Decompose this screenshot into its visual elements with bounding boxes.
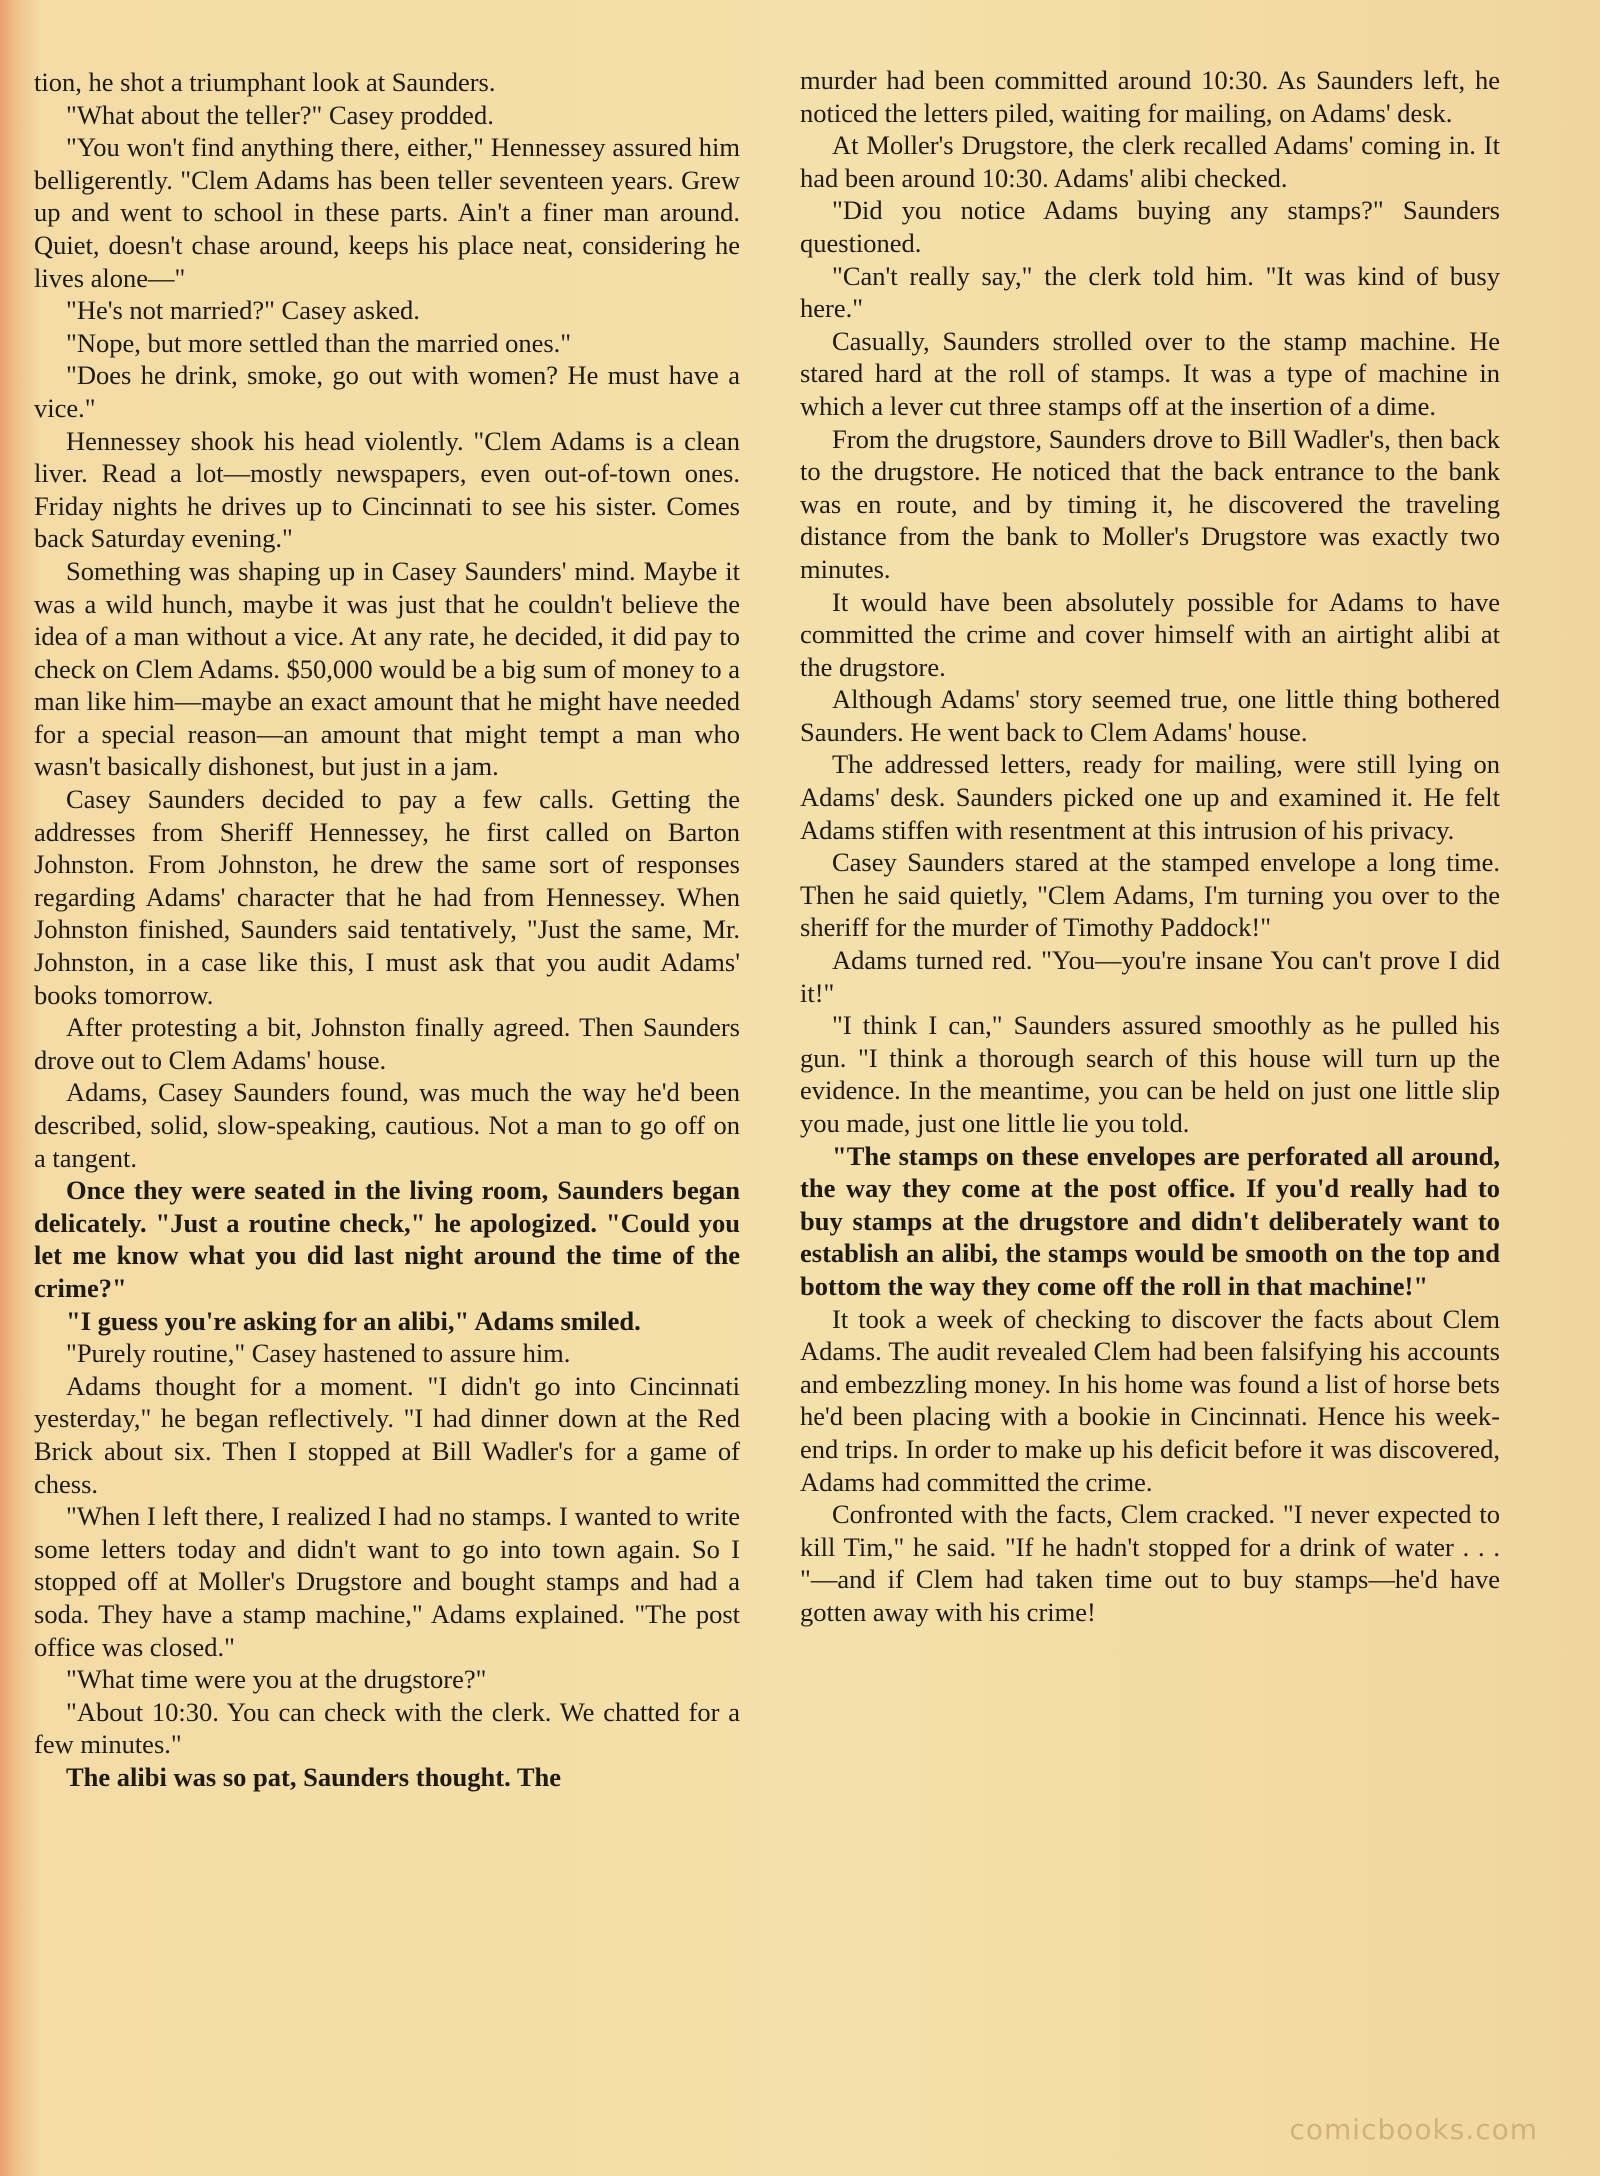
paragraph: Although Adams' story seemed true, one little thing bothered Saunders. He went back to Clem Adams' house. bbox=[800, 684, 1500, 747]
paragraph: "About 10:30. You can check with the clerk. We chatted for a few minutes." bbox=[34, 1696, 740, 1760]
paragraph: Adams, Casey Saunders found, was much the way he'd been described, solid, slow-speaking, cautious. Not a man to go off on a tangent. bbox=[34, 1077, 740, 1173]
paragraph: "He's not married?" Casey asked. bbox=[66, 295, 420, 326]
paragraph: "Nope, but more settled than the married ones." bbox=[66, 327, 572, 358]
paragraph: murder had been committed around 10:30. As Saunders left, he noticed the letters piled, waiting for mailing, on Adams' desk. bbox=[800, 65, 1500, 128]
paragraph: "I guess you're asking for an alibi," Adams smiled. bbox=[66, 1305, 641, 1336]
paragraph: "The stamps on these envelopes are perforated all around, the way they come at the post office. If you'd really had to buy stamps at the drugstore and didn't deliberately want to establish an alibi, the stamps would be smooth on the top and bottom the way they come off the roll in that machine!" bbox=[800, 1140, 1500, 1301]
paragraph: It took a week of checking to discover the facts about Clem Adams. The audit revealed Clem had been falsifying his accounts and embezzling money. In his home was found a list of horse bets he'd been placing with a bookie in Cincinnati. Hence his week-end trips. In order to make up his deficit before it was discovered, Adams had committed the crime. bbox=[800, 1303, 1500, 1497]
paragraph: Something was shaping up in Casey Saunders' mind. Maybe it was a wild hunch, maybe it was just that he couldn't believe the idea of a man without a vice. At any rate, he decided, it did pay to check on Clem Adams. $50,000 would be a big sum of money to a man like him—maybe an exact amount that he might have needed for a special reason—an amount that might tempt a man who wasn't basically dishonest, but just in a jam. bbox=[34, 555, 740, 782]
paragraph: It would have been absolutely possible for Adams to have committed the crime and cover himself with an airtight alibi at the drugstore. bbox=[800, 586, 1500, 682]
site-watermark: comicbooks.com bbox=[1289, 2113, 1538, 2146]
paragraph: "Purely routine," Casey hastened to assure him. bbox=[66, 1338, 571, 1369]
paragraph: Adams turned red. "You—you're insane You can't prove I did it!" bbox=[800, 945, 1500, 1008]
paragraph: Casually, Saunders strolled over to the stamp machine. He stared hard at the roll of stamps. It was a type of machine in which a lever cut three stamps off at the insertion of a dime. bbox=[800, 325, 1500, 421]
paragraph: tion, he shot a triumphant look at Saunders. bbox=[34, 67, 496, 97]
right-text-column bbox=[800, 64, 1500, 1629]
paragraph: At Moller's Drugstore, the clerk recalled Adams' coming in. It had been around 10:30. Adams' alibi checked. bbox=[800, 130, 1500, 193]
paragraph: "When I left there, I realized I had no stamps. I wanted to write some letters today and didn't want to go into town again. So I stopped off at Moller's Drugstore and bought stamps and had a soda. They have a stamp machine," Adams explained. "The post office was closed." bbox=[34, 1501, 740, 1662]
paragraph: "You won't find anything there, either," Hennessey assured him belligerently. "Clem Adams has been teller seventeen years. Grew up and went to school in these parts. Ain't a finer man around. Quiet, doesn't chase around, keeps his place neat, considering he lives alone—" bbox=[34, 132, 740, 293]
paragraph: "Does he drink, smoke, go out with women? He must have a vice." bbox=[34, 360, 740, 423]
paragraph: After protesting a bit, Johnston finally agreed. Then Saunders drove out to Clem Adams' house. bbox=[34, 1012, 740, 1075]
paragraph: "I think I can," Saunders assured smoothly as he pulled his gun. "I think a thorough search of this house will turn up the evidence. In the meantime, you can be held on just one little slip you made, just one little lie you told. bbox=[800, 1010, 1500, 1138]
paragraph: "Did you notice Adams buying any stamps?" Saunders questioned. bbox=[800, 195, 1500, 258]
paragraph: The alibi was so pat, Saunders thought. The bbox=[66, 1761, 562, 1792]
paragraph: Hennessey shook his head violently. "Clem Adams is a clean liver. Read a lot—mostly newspapers, even out-of-town ones. Friday nights he drives up to Cincinnati to see his sister. Comes back Saturday evening." bbox=[34, 425, 740, 554]
paragraph: Casey Saunders stared at the stamped envelope a long time. Then he said quietly, "Clem Adams, I'm turning you over to the sheriff for the murder of Timothy Paddock!" bbox=[800, 847, 1500, 943]
left-text-column bbox=[34, 66, 740, 1793]
paragraph: From the drugstore, Saunders drove to Bill Wadler's, then back to the drugstore. He noticed that the back entrance to the bank was en route, and by timing it, he discovered the traveling distance from the bank to Moller's Drugstore was exactly two minutes. bbox=[800, 423, 1500, 584]
paragraph: "What about the teller?" Casey prodded. bbox=[66, 99, 494, 130]
paragraph: Casey Saunders decided to pay a few calls. Getting the addresses from Sheriff Hennessey, he first called on Barton Johnston. From Johnston, he drew the same sort of responses regarding Adams' character that he had from Hennessey. When Johnston finished, Saunders said tentatively, "Just the same, Mr. Johnston, in a case like this, I must ask that you audit Adams' books tomorrow. bbox=[34, 784, 740, 1010]
paragraph: Confronted with the facts, Clem cracked. "I never expected to kill Tim," he said. "If he hadn't stopped for a drink of water . . . "—and if Clem had taken time out to buy stamps—he'd have gotten away with his crime! bbox=[800, 1499, 1500, 1627]
paragraph: Adams thought for a moment. "I didn't go into Cincinnati yesterday," he began reflectively. "I had dinner down at the Red Brick about six. Then I stopped at Bill Wadler's for a game of chess. bbox=[34, 1370, 740, 1499]
paragraph: Once they were seated in the living room, Saunders began delicately. "Just a routine check," he apologized. "Could you let me know what you did last night around the time of the crime?" bbox=[34, 1175, 740, 1303]
paragraph: "Can't really say," the clerk told him. "It was kind of busy here." bbox=[800, 260, 1500, 324]
paragraph: The addressed letters, ready for mailing, were still lying on Adams' desk. Saunders picked one up and examined it. He felt Adams stiffen with resentment at this intrusion of his privacy. bbox=[800, 749, 1500, 845]
paragraph: "What time were you at the drugstore?" bbox=[66, 1664, 487, 1695]
